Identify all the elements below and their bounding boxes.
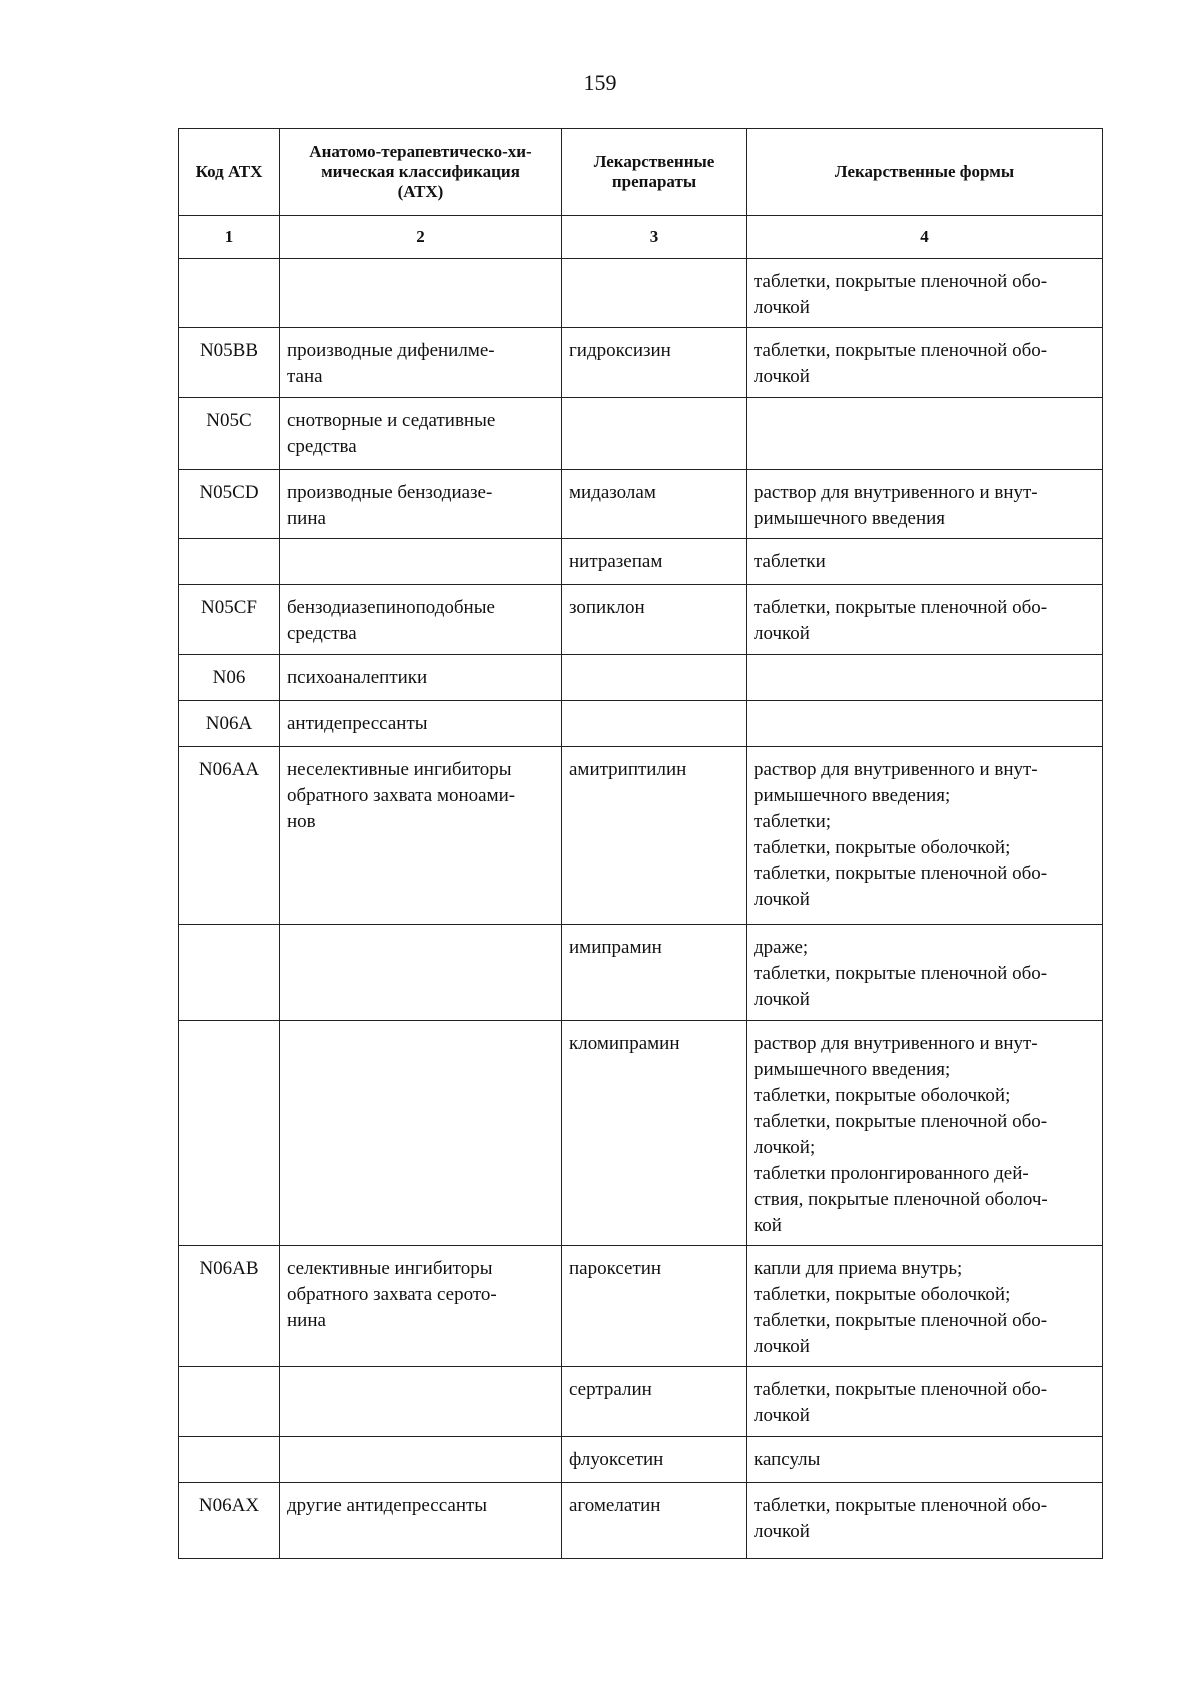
atc-table [178, 128, 1103, 1559]
classification-cell [280, 539, 562, 585]
dosage-form-line: раствор для внутривенного и внут- [754, 1033, 1038, 1054]
dosage-form-line: таблетки, покрытые пленочной обо- [754, 863, 1048, 884]
classification-cell [280, 259, 562, 328]
classification-line: неселективные ингибиторы [287, 759, 512, 780]
atc-code-cell [179, 925, 280, 1021]
dosage-forms-cell [747, 701, 1103, 747]
classification-cell [280, 1483, 562, 1559]
dosage-form-line: раствор для внутривенного и внут- [754, 759, 1038, 780]
header-drugs [562, 129, 747, 216]
dosage-form-line: таблетки; [754, 811, 832, 832]
dosage-form-line: капли для приема внутрь; [754, 1258, 963, 1279]
dosage-form-line: таблетки, покрытые пленочной обо- [754, 1495, 1048, 1516]
column-number: 1 [179, 216, 280, 259]
table-row [179, 1021, 1103, 1246]
table-body [179, 259, 1103, 1559]
drug-cell: гидроксизин [562, 328, 747, 398]
header-line: мическая классификация [321, 162, 520, 181]
column-number: 4 [747, 216, 1103, 259]
dosage-forms-cell [747, 398, 1103, 470]
classification-cell [280, 470, 562, 539]
atc-code-cell: N05CF [179, 585, 280, 655]
header-line: Лекарственные [593, 152, 715, 171]
classification-line: пина [287, 508, 326, 529]
dosage-form-line: лочкой [754, 1405, 810, 1426]
atc-code-cell: N06 [179, 655, 280, 701]
drug-cell [562, 655, 747, 701]
dosage-form-line: таблетки, покрытые пленочной обо- [754, 597, 1048, 618]
classification-line: обратного захвата моноами- [287, 785, 516, 806]
drug-cell: нитразепам [562, 539, 747, 585]
dosage-form-line: таблетки пролонгированного дей- [754, 1163, 1029, 1184]
header-line: препараты [611, 172, 697, 191]
header-line: Код АТХ [195, 162, 263, 181]
classification-cell [280, 398, 562, 470]
dosage-form-line: таблетки, покрытые оболочкой; [754, 1284, 1011, 1305]
classification-line: средства [287, 623, 357, 644]
table-row [179, 328, 1103, 398]
column-number: 3 [562, 216, 747, 259]
dosage-form-line: лочкой [754, 889, 810, 910]
dosage-forms-cell [747, 925, 1103, 1021]
dosage-forms-cell [747, 1246, 1103, 1367]
atc-code-cell: N06AA [179, 747, 280, 925]
dosage-forms-cell [747, 1021, 1103, 1246]
dosage-form-line: таблетки, покрытые оболочкой; [754, 837, 1011, 858]
dosage-forms-cell [747, 747, 1103, 925]
classification-line: производные бензодиазе- [287, 482, 493, 503]
header-atc-code [179, 129, 280, 216]
atc-code-cell [179, 1367, 280, 1437]
dosage-form-line: драже; [754, 937, 809, 958]
classification-line: тана [287, 366, 323, 387]
dosage-forms-cell [747, 1437, 1103, 1483]
drug-cell [562, 398, 747, 470]
dosage-form-line: раствор для внутривенного и внут- [754, 482, 1038, 503]
atc-code-cell [179, 1437, 280, 1483]
classification-line: снотворные и седативные [287, 410, 496, 431]
classification-cell [280, 701, 562, 747]
table-row [179, 925, 1103, 1021]
atc-code-cell: N05CD [179, 470, 280, 539]
table-row [179, 585, 1103, 655]
classification-line: антидепрессанты [287, 713, 428, 734]
dosage-form-line: лочкой [754, 1521, 810, 1542]
table-row [179, 470, 1103, 539]
drug-cell [562, 701, 747, 747]
classification-cell [280, 585, 562, 655]
dosage-form-line: таблетки, покрытые пленочной обо- [754, 1111, 1048, 1132]
dosage-form-line: римышечного введения [754, 508, 946, 529]
classification-cell [280, 1367, 562, 1437]
dosage-form-line: римышечного введения; [754, 1059, 951, 1080]
dosage-form-line: таблетки, покрытые пленочной обо- [754, 963, 1048, 984]
classification-line: другие антидепрессанты [287, 1495, 488, 1516]
dosage-form-line: таблетки, покрытые пленочной обо- [754, 271, 1048, 292]
dosage-forms-cell [747, 539, 1103, 585]
dosage-forms-cell [747, 328, 1103, 398]
drug-cell: мидазолам [562, 470, 747, 539]
dosage-form-line: таблетки, покрытые пленочной обо- [754, 340, 1048, 361]
atc-code-cell [179, 539, 280, 585]
header-line: (АТХ) [397, 182, 444, 201]
dosage-form-line: лочкой [754, 366, 810, 387]
table-row [179, 1367, 1103, 1437]
classification-line: нина [287, 1310, 326, 1331]
classification-cell [280, 328, 562, 398]
table-row [179, 259, 1103, 328]
drug-cell: агомелатин [562, 1483, 747, 1559]
classification-line: селективные ингибиторы [287, 1258, 493, 1279]
table-row [179, 398, 1103, 470]
table-row [179, 655, 1103, 701]
classification-cell [280, 1437, 562, 1483]
table-row [179, 1246, 1103, 1367]
classification-line: психоаналептики [287, 667, 428, 688]
dosage-form-line: римышечного введения; [754, 785, 951, 806]
atc-code-cell: N06AX [179, 1483, 280, 1559]
header-atc-classification [280, 129, 562, 216]
header-line: Лекарственные формы [834, 162, 1015, 181]
drug-cell: флуоксетин [562, 1437, 747, 1483]
table-row [179, 539, 1103, 585]
dosage-forms-cell [747, 655, 1103, 701]
dosage-form-line: таблетки, покрытые пленочной обо- [754, 1310, 1048, 1331]
drug-cell: пароксетин [562, 1246, 747, 1367]
drug-cell: имипрамин [562, 925, 747, 1021]
dosage-form-line: таблетки, покрытые оболочкой; [754, 1085, 1011, 1106]
atc-code-cell: N05BB [179, 328, 280, 398]
dosage-forms-cell [747, 259, 1103, 328]
page-number: 159 [583, 70, 617, 95]
dosage-forms-cell [747, 1483, 1103, 1559]
classification-cell [280, 1021, 562, 1246]
dosage-form-line: таблетки, покрытые пленочной обо- [754, 1379, 1048, 1400]
drug-cell: амитриптилин [562, 747, 747, 925]
header-line: Анатомо-терапевтическо-хи- [309, 142, 532, 161]
column-number: 2 [280, 216, 562, 259]
dosage-form-line: таблетки [754, 551, 826, 572]
drug-cell: кломипрамин [562, 1021, 747, 1246]
classification-line: производные дифенилме- [287, 340, 495, 361]
header-dosage-forms [747, 129, 1103, 216]
atc-code-cell [179, 1021, 280, 1246]
atc-code-cell [179, 259, 280, 328]
table-row [179, 1483, 1103, 1559]
dosage-form-line: капсулы [754, 1449, 821, 1470]
classification-cell [280, 925, 562, 1021]
dosage-form-line: лочкой [754, 989, 810, 1010]
dosage-form-line: лочкой; [754, 1137, 816, 1158]
classification-cell [280, 1246, 562, 1367]
drug-cell [562, 259, 747, 328]
dosage-form-line: кой [754, 1215, 782, 1236]
atc-code-cell: N05C [179, 398, 280, 470]
classification-cell [280, 655, 562, 701]
dosage-forms-cell [747, 1367, 1103, 1437]
dosage-form-line: ствия, покрытые пленочной оболоч- [754, 1189, 1048, 1210]
table-row [179, 747, 1103, 925]
table-row [179, 1437, 1103, 1483]
classification-line: бензодиазепиноподобные [287, 597, 495, 618]
classification-line: средства [287, 436, 357, 457]
atc-code-cell: N06AB [179, 1246, 280, 1367]
classification-cell [280, 747, 562, 925]
classification-line: обратного захвата серото- [287, 1284, 497, 1305]
header-row [179, 129, 1103, 216]
drug-cell: зопиклон [562, 585, 747, 655]
classification-line: нов [287, 811, 316, 832]
atc-code-cell: N06A [179, 701, 280, 747]
drug-cell: сертралин [562, 1367, 747, 1437]
table-row [179, 701, 1103, 747]
dosage-form-line: лочкой [754, 297, 810, 318]
dosage-forms-cell [747, 585, 1103, 655]
dosage-form-line: лочкой [754, 1336, 810, 1357]
column-numbers-row [179, 216, 1103, 259]
dosage-form-line: лочкой [754, 623, 810, 644]
dosage-forms-cell [747, 470, 1103, 539]
